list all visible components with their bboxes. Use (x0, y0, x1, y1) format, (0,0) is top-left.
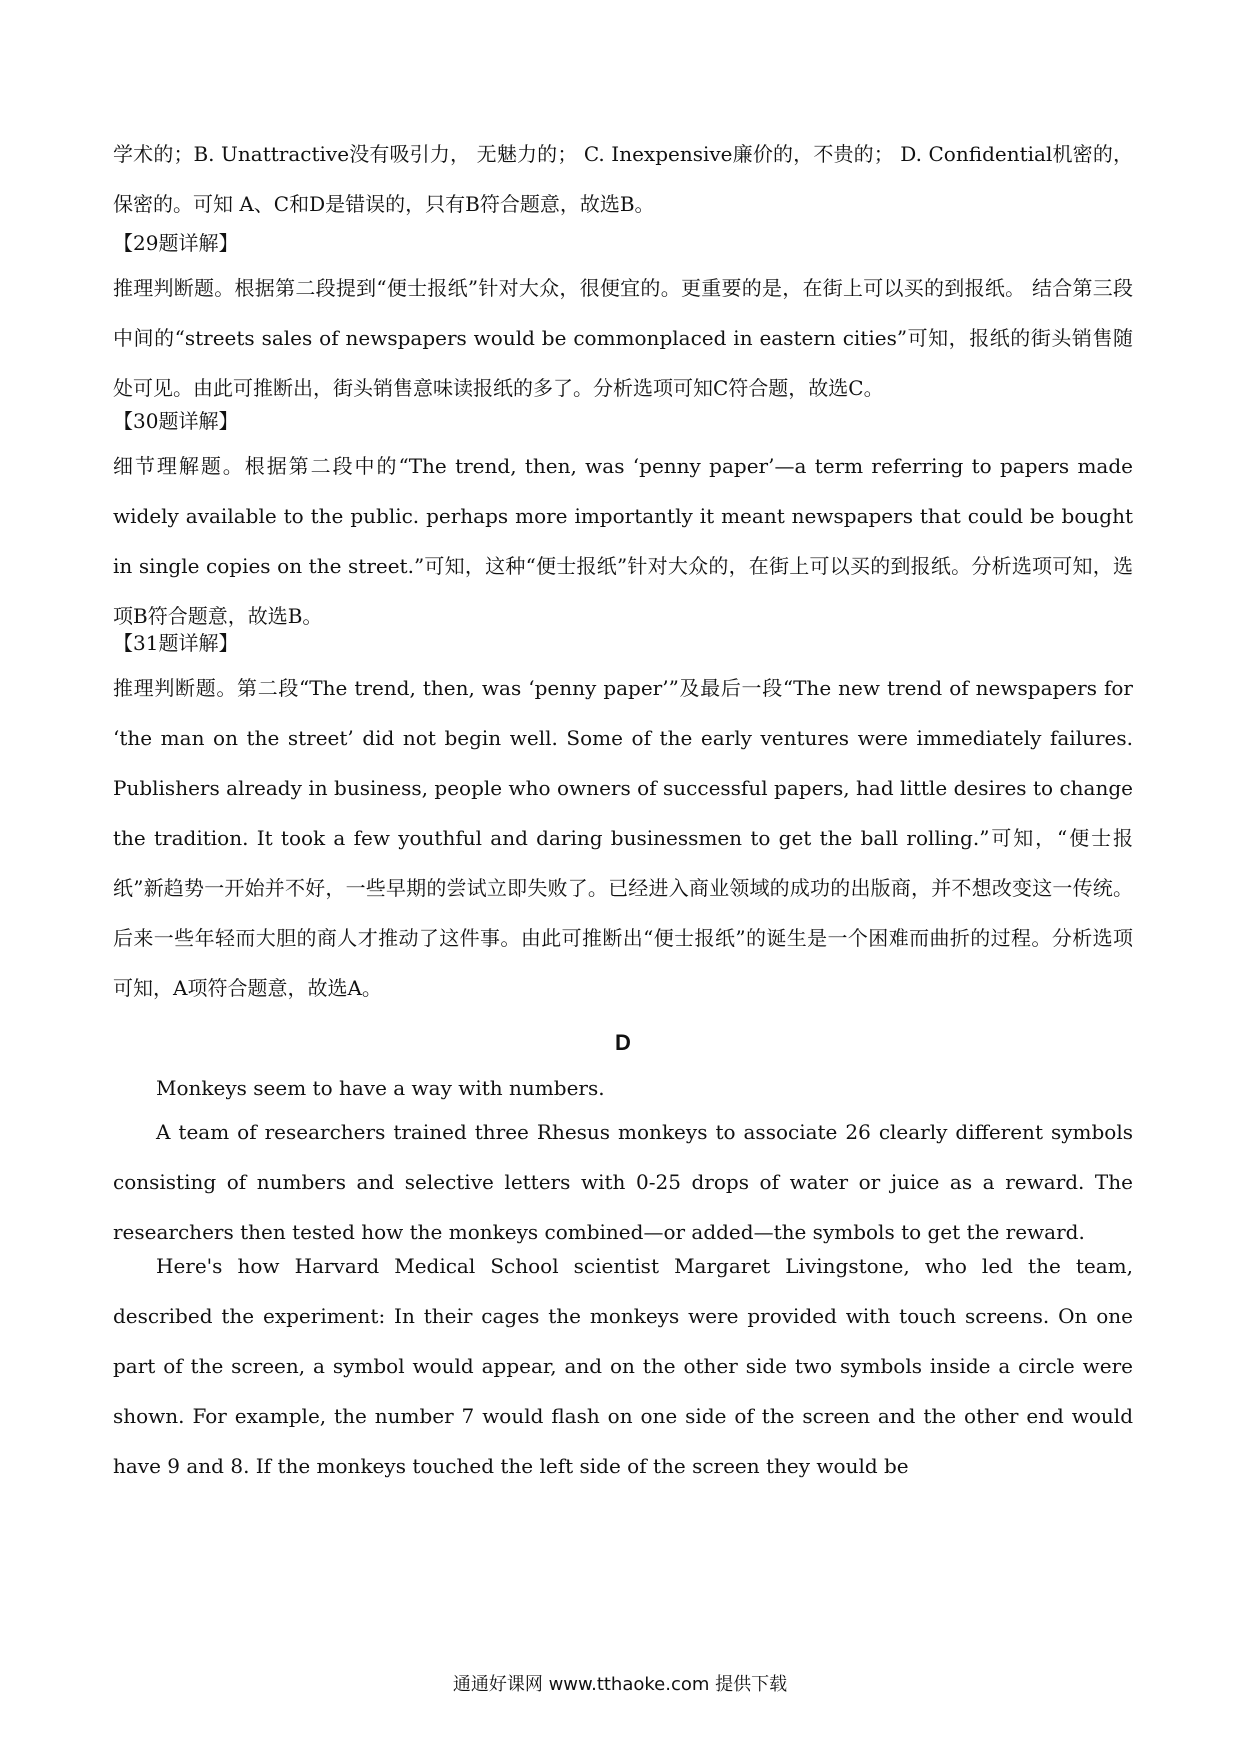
q29-explanation: 推理判断题。根据第二段提到“便士报纸”针对大众，很便宜的。更重要的是，在街上可以买的到报纸。 结合第三段中间的“streets sales of newspapers would be commonplaced in eastern cities”可知，报纸的街头销售随处可见。由此可推断出，街头销售意味读报纸的多了。分析选项可知C符合题，故选C。 (113, 276, 1133, 400)
document-page (113, 0, 1133, 1754)
passage-d-label: D (615, 1030, 631, 1055)
passage-d-paragraph-3: Here's how Harvard Medical School scientist Margaret Livingstone, who led the team, described the experiment: In their cages the monkeys were provided with touch screens. On one part of the screen, a symbol would appear, and on the other side two symbols inside a circle were shown. For example, the number 7 would flash on one side of the screen and the other end would have 9 and 8. If the monkeys touched the left side of the screen they would be (113, 1254, 1133, 1478)
passage-d-paragraph-1: Monkeys seem to have a way with numbers. (156, 1076, 605, 1100)
q31-explanation: 推理判断题。第二段“The trend, then, was ‘penny paper’”及最后一段“The new trend of newspapers for ‘the man on the street’ did not begin well. Some of the early ventures were immediately failures. Publishers already in business, people who owners of successful papers, had little desires to change the tradition. It took a few youthful and daring businessmen to get the ball rolling.”可知，“便士报纸”新趋势一开始并不好，一些早期的尝试立即失败了。已经进入商业领域的成功的出版商，并不想改变这一传统。后来一些年轻而大胆的商人才推动了这件事。由此可推断出“便士报纸”的诞生是一个困难而曲折的过程。分析选项可知，A项符合题意，故选A。 (113, 676, 1133, 1000)
q31-heading: 【31题详解】 (113, 631, 239, 655)
page-footer: 通通好课网 www.tthaoke.com 提供下载 (452, 1674, 788, 1695)
passage-d-paragraph-2: A team of researchers trained three Rhesus monkeys to associate 26 clearly different symbols consisting of numbers and selective letters with 0-25 drops of water or juice as a reward. The researchers then tested how the monkeys combined—or added—the symbols to get the reward. (113, 1120, 1133, 1244)
q30-explanation: 细节理解题。根据第二段中的“The trend, then, was ‘penny paper’—a term referring to papers made widely available to the public. perhaps more importantly it meant newspapers that could be bought in single copies on the street.”可知，这种“便士报纸”针对大众的，在街上可以买的到报纸。分析选项可知，选项B符合题意，故选B。 (113, 454, 1133, 628)
q30-heading: 【30题详解】 (113, 409, 239, 433)
q28-explanation-continued: 学术的；B. Unattractive没有吸引力， 无魅力的； C. Inexpensive廉价的，不贵的； D. Confidential机密的，保密的。可知 A、C和D是错误的，只有B符合题意，故选B。 (113, 142, 1133, 216)
q29-heading: 【29题详解】 (113, 231, 239, 255)
